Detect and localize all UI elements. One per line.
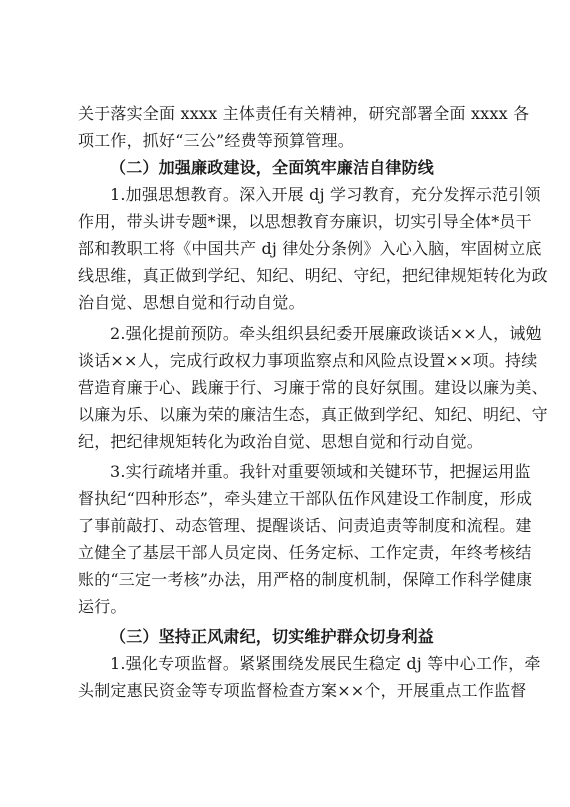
paragraph-line: 治自觉、思想自觉和行动自觉。	[78, 293, 305, 312]
paragraph-line: 2.强化提前预防。牵头组织县纪委开展廉政谈话××人，诫勉	[110, 324, 542, 343]
paragraph-line: 运行。	[78, 597, 127, 616]
section-heading: （三）坚持正风肃纪，切实维护群众切身利益	[110, 627, 435, 646]
paragraph-line: 1.强化专项监督。紧紧围绕发展民生稳定 dj 等中心工作，牵	[110, 654, 541, 673]
paragraph-line: 关于落实全面 xxxx 主体责任有关精神，研究部署全面 xxxx 各	[78, 104, 530, 123]
paragraph-line: 项工作，抓好“三公”经费等预算管理。	[78, 131, 354, 150]
paragraph-line: 3.实行疏堵并重。我针对重要领域和关键环节，把握运用监	[110, 462, 531, 481]
paragraph-line: 线思维，真正做到学纪、知纪、明纪、守纪，把纪律规矩转化为政	[78, 266, 548, 285]
paragraph-line: 以廉为乐、以廉为荣的廉洁生态，真正做到学纪、知纪、明纪、守	[78, 405, 548, 424]
paragraph-line: 立健全了基层干部人员定岗、任务定标、工作定责，年终考核结	[78, 543, 532, 562]
paragraph-line: 账的“三定一考核”办法，用严格的制度机制，保障工作科学健康	[78, 570, 533, 589]
paragraph-line: 作用，带头讲专题*课，以思想教育夯廉识，切实引导全体*员干	[78, 212, 532, 231]
paragraph-line: 1.加强思想教育。深入开展 dj 学习教育，充分发挥示范引领	[110, 185, 541, 204]
paragraph-line: 部和教职工将《中国共产 dj 律处分条例》入心入脑，牢固树立底	[78, 239, 542, 258]
section-heading: （二）加强廉政建设，全面筑牢廉洁自律防线	[110, 158, 435, 177]
paragraph-line: 谈话××人，完成行政权力事项监察点和风险点设置××项。持续	[78, 351, 538, 370]
paragraph-line: 营造育廉于心、践廉于行、习廉于常的良好氛围。建设以廉为美、	[78, 378, 548, 397]
paragraph-line: 头制定惠民资金等专项监督检查方案××个，开展重点工作监督	[78, 681, 527, 700]
paragraph-line: 了事前敲打、动态管理、提醒谈话、问责追责等制度和流程。建	[78, 516, 532, 535]
paragraph-line: 纪，把纪律规矩转化为政治自觉、思想自觉和行动自觉。	[78, 432, 484, 451]
paragraph-line: 督执纪“四种形态”，牵头建立干部队伍作风建设工作制度，形成	[78, 489, 533, 508]
